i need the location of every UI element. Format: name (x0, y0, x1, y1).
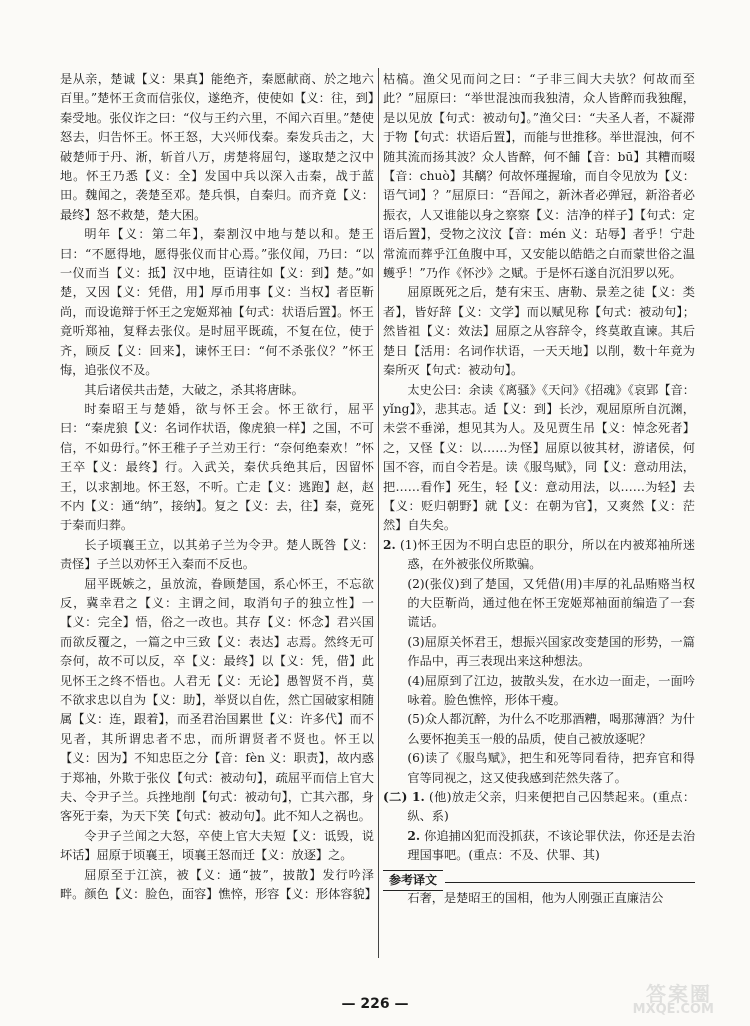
paragraph: 明年【义：第二年】，秦割汉中地与楚以和。楚王曰：“不愿得地，愿得张仪而甘心焉。”张仪闻，乃曰：“以一仪而当【义：抵】汉中地，臣请往如【义：到】楚。”如楚，又因【义：凭借，用】厚币用事【义：当权】者臣靳尚，而设诡辩于怀王之宠姬郑袖【句式：状语后置】。怀王竟听郑袖，复释去张仪。是时屈平既疏，不复在位，使于齐，顾反【义：回来】，谏怀王曰：“何不杀张仪？”怀王悔，追张仪不及。 (60, 227, 374, 378)
paragraph: 时秦昭王与楚婚，欲与怀王会。怀王欲行，屈平曰：“秦虎狼【义：名词作状语，像虎狼一样】之国，不可信，不如毋行。”怀王稚子子兰劝王行：“奈何绝秦欢！”怀王卒【义：最终】行。入武关，秦伏兵绝其后，因留怀王，以求割地。怀王怒，不听。亡走【义：逃跑】赵，赵不内【义：通“纳”，接纳】。复之【义：去，往】秦，竟死于秦而归葬。 (60, 401, 374, 533)
answer-number: 2. (407, 828, 421, 843)
reference-rule (445, 882, 695, 883)
reference-text: 石奢，是楚昭王的国相，他为人刚强正直廉洁公 (407, 891, 664, 906)
answer-text: (他)放走父亲，归来便把自己囚禁起来。(重点：纵、系) (407, 790, 696, 824)
paragraph: 令尹子兰闻之大怒，卒使上官大夫短【义：诋毁，说坏话】屈原于顷襄王，顷襄王怒而迁【义：放逐】之。 (60, 828, 374, 863)
reference-section (383, 870, 695, 909)
page-number: — 226 — (341, 996, 409, 1012)
answer-item (383, 788, 695, 827)
paragraph: 屈原既死之后，楚有宋玉、唐勒、景差之徒【义：类者】，皆好辞【义：文学】而以赋见称【句式：被动句】；然皆祖【义：效法】屈原之从容辞令，终莫敢直谏。其后楚日【活用：名词作状语，一天天地】以削，数十年竟为秦所灭【句式：被动句】。 (383, 285, 695, 378)
answer-item: (2)(张仪)到了楚国，又凭借(用)丰厚的礼品贿赂当权的大臣靳尚，通过他在怀王宠姬郑袖面前编造了一套谎话。 (407, 576, 695, 630)
paragraph: 是从亲，楚诚【义：果真】能绝齐，秦愿献商、於之地六百里。”楚怀王贪而信张仪，遂绝齐，使使如【义：往，到】秦受地。张仪诈之曰：“仪与王约六里，不闻六百里。”楚使怒去，归告怀王。怀王怒，大兴师伐秦。秦发兵击之，大破楚师于丹、淅，斩首八万，虏楚将屈匄，遂取楚之汉中地。怀王乃悉【义：全】发国中兵以深入击秦，战于蓝田。魏闻之，袭楚至邓。楚兵惧，自秦归。而齐竟【义：最终】怒不救楚，楚大困。 (60, 72, 374, 222)
paragraph: 其后诸侯共击楚，大破之，杀其将唐眛。 (84, 382, 304, 397)
answer-item: (3)屈原关怀君王，想振兴国家改变楚国的形势，一篇作品中，再三表现出来这种想法。 (407, 634, 695, 669)
answer-text: (1)怀王因为不明白忠臣的职分，所以在内被郑袖所迷惑，在外被张仪所欺骗。 (400, 537, 696, 572)
paragraph: 屈原至于江滨，被【义：通“披”，披散】发行吟泽畔。颜色【义：脸色，面容】憔悴，形容【义：形体容貌】 (60, 867, 377, 902)
answer-number: (二) 1. (383, 790, 425, 805)
watermark-url: MXQE.COM (632, 1002, 714, 1017)
answer-item (383, 827, 695, 866)
answer-item: (5)众人都沉醉，为什么不吃那酒糟，喝那薄酒？为什么要怀抱美玉一般的品质，使自己被放逐呢？ (407, 712, 695, 746)
answer-number: 2. (383, 537, 396, 552)
answer-item (383, 536, 695, 575)
paragraph: 屈平既嫉之，虽放流，眷顾楚国，系心怀王，不忘欲反，冀幸君之【义：主谓之间，取消句子的独立性】一【义：完全】悟，俗之一改也。其存【义：怀念】君兴国而欲反覆之，一篇之中三致【义：表达】志焉。然终无可奈何，故不可以反，卒【义：最终】以【义：凭，借】此见怀王之终不悟也。人君无【义：无论】愚智贤不肖，莫不欲求忠以自为【义：助】，举贤以自佐，然亡国破家相随属【义：连，跟着】，而圣君治国累世【义：许多代】而不见者，其所谓忠者不忠，而所谓贤者不贤也。怀王以【义：因为】不知忠臣之分【音：fèn 义：职责】，故内惑于郑袖，外欺于张仪【句式：被动句】，疏屈平而信上官大夫、令尹子兰。兵挫地削【句式：被动句】，亡其六郡，身客死于秦，为天下笑【句式：被动句】。此不知人之祸也。 (60, 576, 374, 824)
answer-item: (4)屈原到了江边，披散头发，在水边一面走，一面吟咏着。脸色憔悴，形体干瘦。 (407, 673, 695, 707)
right-column (383, 70, 695, 908)
answer-item: (6)读了《服鸟赋》，把生和死等同看待，把弃官和得官等同视之，这又使我感到茫然失落了。 (407, 751, 695, 785)
answer-text: 你追捕凶犯而没抓获，不该论罪伏法，你还是去治理国事吧。(重点：不及、伏罪、其) (407, 828, 696, 863)
left-column (60, 70, 377, 904)
watermark-text: 答案圈 (646, 982, 712, 1006)
column-divider (378, 68, 379, 958)
watermark-logo (610, 976, 720, 1020)
paragraph: 长子顷襄王立，以其弟子兰为令尹。楚人既咎【义：责怪】子兰以劝怀王入秦而不反也。 (60, 537, 374, 572)
paragraph: 枯槁。渔父见而问之曰：“子非三闾大夫欤？何故而至此？”屈原曰：“举世混浊而我独清，众人皆醉而我独醒，是以见放【句式：被动句】。”渔父曰：“夫圣人者，不凝滞于物【句式：状语后置】，而能与世推移。举世混浊，何不随其流而扬其波？众人皆醉，何不餔【音：bū】其糟而啜【音：chuò】其醨？何故怀瑾握瑜，而自令见放为【义：语气词】？”屈原曰：“吾闻之，新沐者必弹冠，新浴者必振衣，人又谁能以身之察察【义：洁净的样子】【句式：定语后置】，受物之汶汶【音：mén 义：玷辱】者乎！宁赴常流而葬乎江鱼腹中耳，又安能以皓皓之白而蒙世俗之温蠖乎！”乃作《怀沙》之赋。于是怀石遂自沉汨罗以死。 (383, 72, 695, 281)
paragraph: 太史公曰：余读《离骚》《天问》《招魂》《哀郢【音：yǐng】》，悲其志。适【义：到】长沙，观屈原所自沉渊，未尝不垂涕，想见其为人。及见贾生吊【义：悼念死者】之，又怪【义：以……为怪】屈原以彼其材，游诸侯，何国不容，而自令若是。读《服鸟赋》，同【义：意动用法，把……看作】死生，轻【义：意动用法，以……为轻】去【义：贬归朝野】就【义：在朝为官】，又爽然【义：茫然】自失矣。 (383, 382, 695, 533)
reference-label: 参考译文 (383, 870, 443, 891)
answers-block (383, 536, 695, 866)
